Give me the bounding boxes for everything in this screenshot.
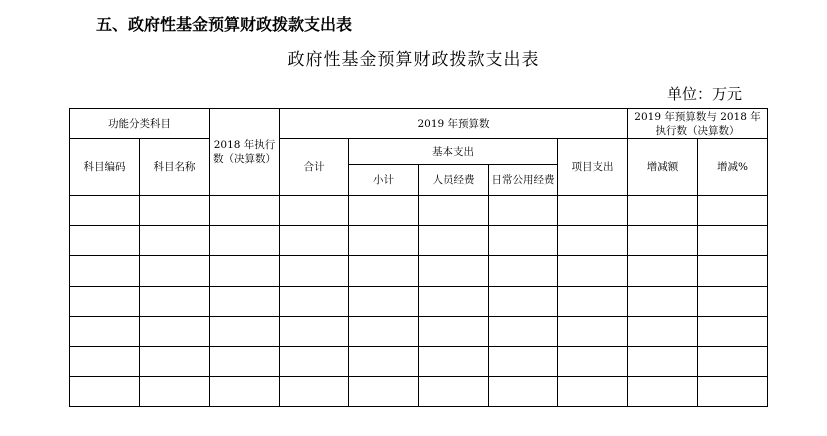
table-cell — [419, 377, 489, 407]
table-cell — [628, 196, 698, 226]
table-cell — [70, 377, 140, 407]
table-cell — [558, 256, 628, 286]
table-cell — [558, 226, 628, 256]
table-row — [70, 196, 768, 226]
table-cell — [489, 286, 558, 316]
table-cell — [628, 377, 698, 407]
table-cell — [558, 196, 628, 226]
table-cell — [70, 196, 140, 226]
table-cell — [349, 316, 419, 346]
header-functional-category: 功能分类科目 — [70, 109, 210, 139]
table-cell — [280, 377, 349, 407]
table-cell — [349, 196, 419, 226]
table-cell — [698, 286, 768, 316]
header-public-expense: 日常公用经费 — [489, 165, 558, 196]
table-cell — [489, 377, 558, 407]
table-cell — [70, 256, 140, 286]
table-cell — [558, 346, 628, 376]
table-cell — [210, 346, 280, 376]
table-cell — [698, 256, 768, 286]
table-cell — [698, 377, 768, 407]
header-total: 合计 — [280, 139, 349, 196]
header-comparison: 2019 年预算数与 2018 年执行数（决算数） — [628, 109, 768, 139]
table-cell — [280, 316, 349, 346]
table-cell — [70, 346, 140, 376]
table-cell — [489, 316, 558, 346]
table-cell — [349, 226, 419, 256]
table-cell — [628, 346, 698, 376]
fund-expenditure-table — [69, 108, 768, 407]
header-personnel-expense: 人员经费 — [419, 165, 489, 196]
table-cell — [210, 256, 280, 286]
table-cell — [698, 196, 768, 226]
table-cell — [140, 286, 210, 316]
section-heading: 五、政府性基金预算财政拨款支出表 — [96, 15, 353, 34]
table-cell — [419, 316, 489, 346]
header-subtotal: 小计 — [349, 165, 419, 196]
table-cell — [140, 256, 210, 286]
table-cell — [140, 346, 210, 376]
table-cell — [419, 256, 489, 286]
header-basic-expenditure: 基本支出 — [349, 139, 558, 165]
unit-label: 单位：万元 — [667, 85, 743, 103]
table-cell — [349, 377, 419, 407]
table-cell — [628, 286, 698, 316]
table-row — [70, 377, 768, 407]
table-cell — [489, 256, 558, 286]
table-cell — [280, 226, 349, 256]
header-change-amount: 增减额 — [628, 139, 698, 196]
header-subject-name: 科目名称 — [140, 139, 210, 196]
table-cell — [140, 316, 210, 346]
table-cell — [419, 346, 489, 376]
table-cell — [70, 226, 140, 256]
table-cell — [349, 346, 419, 376]
table-cell — [140, 377, 210, 407]
table-cell — [280, 196, 349, 226]
table-cell — [628, 256, 698, 286]
header-project-expenditure: 项目支出 — [558, 139, 628, 196]
table-row — [70, 286, 768, 316]
table-cell — [70, 286, 140, 316]
table-cell — [419, 196, 489, 226]
table-cell — [698, 346, 768, 376]
table-cell — [489, 226, 558, 256]
table-cell — [280, 286, 349, 316]
table-cell — [698, 226, 768, 256]
table-cell — [558, 286, 628, 316]
table-cell — [210, 196, 280, 226]
table-cell — [419, 286, 489, 316]
table-cell — [628, 226, 698, 256]
header-subject-code: 科目编码 — [70, 139, 140, 196]
header-prior-year-executed: 2018 年执行数（决算数） — [210, 109, 280, 196]
table-row — [70, 316, 768, 346]
table-cell — [558, 377, 628, 407]
table-cell — [558, 316, 628, 346]
table-title: 政府性基金预算财政拨款支出表 — [287, 50, 540, 70]
table-cell — [489, 196, 558, 226]
table-cell — [489, 346, 558, 376]
table-cell — [349, 286, 419, 316]
table-cell — [210, 286, 280, 316]
header-budget-year: 2019 年预算数 — [280, 109, 628, 139]
table-cell — [140, 196, 210, 226]
table-cell — [70, 316, 140, 346]
table-cell — [349, 256, 419, 286]
table-cell — [280, 256, 349, 286]
table-cell — [210, 316, 280, 346]
table-row — [70, 256, 768, 286]
table-row — [70, 346, 768, 376]
table-cell — [280, 346, 349, 376]
table-cell — [210, 377, 280, 407]
table-row — [70, 226, 768, 256]
table-cell — [140, 226, 210, 256]
table-cell — [210, 226, 280, 256]
header-change-percent: 增减% — [698, 139, 768, 196]
table-cell — [419, 226, 489, 256]
table-cell — [698, 316, 768, 346]
table-cell — [628, 316, 698, 346]
